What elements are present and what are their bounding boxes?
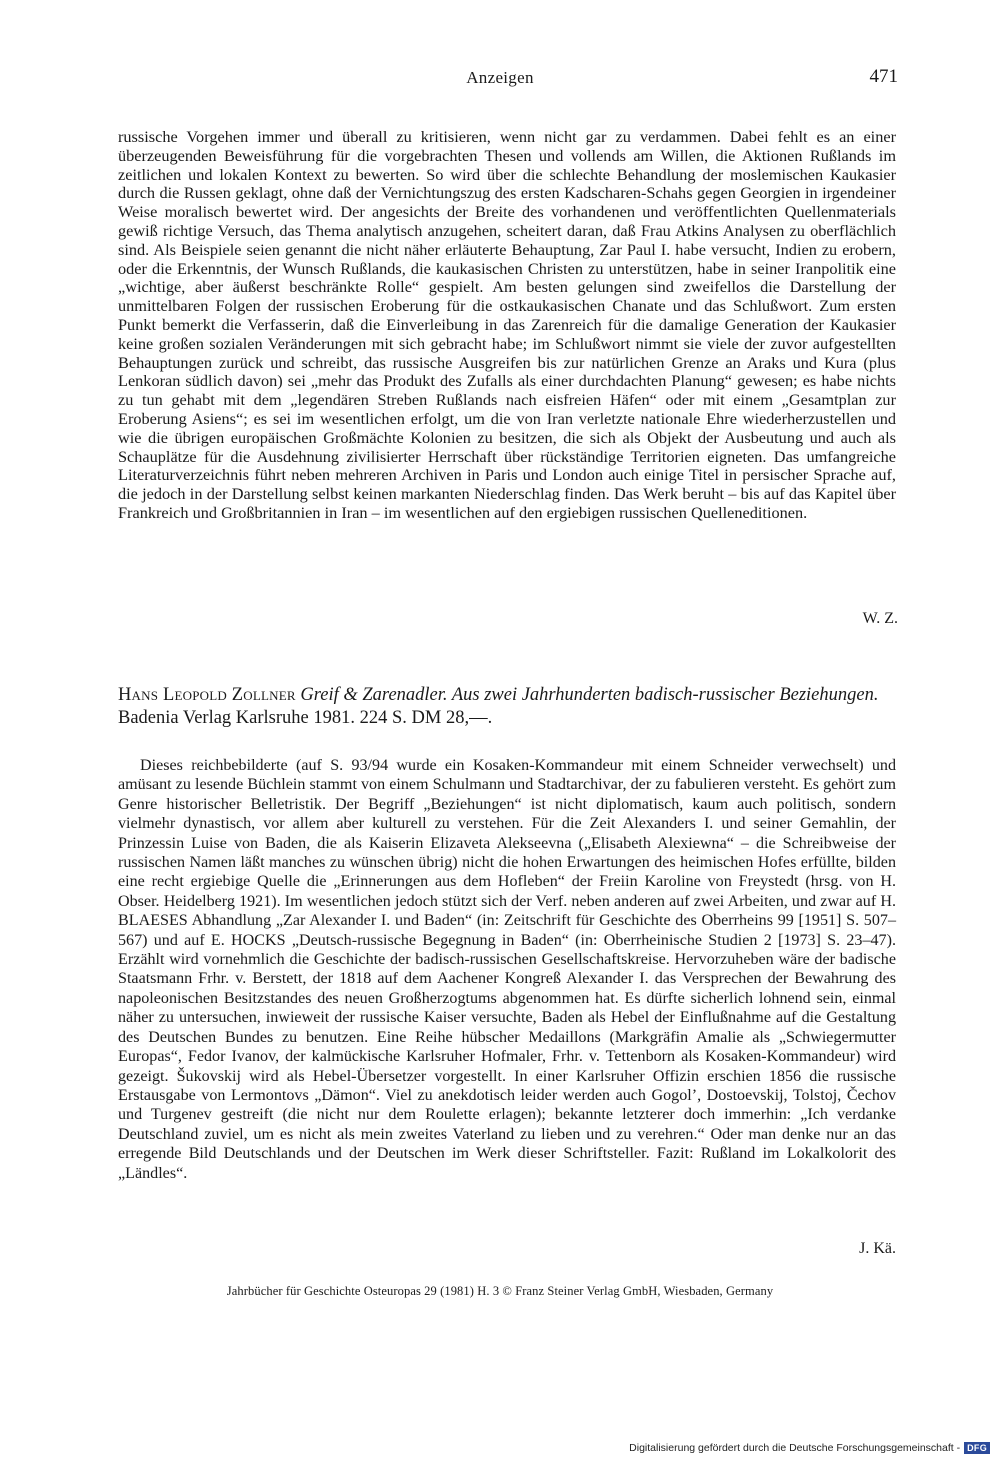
journal-citation: Jahrbücher für Geschichte Osteuropas 29 (1981) H. 3 © Franz Steiner Verlag GmbH, Wiesbaden, Germany [226,1284,774,1298]
review-2-signature: J. Kä. [859,1240,896,1257]
digitization-note: Digitalisierung gefördert durch die Deutsche Forschungsgemeinschaft - [629,1442,961,1454]
review-1-body: russische Vorgehen immer und überall zu kritisieren, wenn nicht gar zu verdammen. Dabei fehlt es an einer überzeugenden Beweisführung für die vorgebrachten Thesen und vollends am Willen, die Aktionen Rußlands im zeitlichen und lokalen Kontext zu bewerten. So wird über die schlechte Behandlung der moslemischen Kaukasier durch die Russen geklagt, ohne daß der Vernichtungszug des ersten Kadscharen-Schahs gegen Georgien in irgendeiner Weise moralisch bewertet wird. Der angesichts der Breite des vorhandenen und veröffentlichten Quellenmaterials gewiß richtige Versuch, das Thema analytisch anzugehen, scheitert daran, daß Frau Atkins Analysen zu oberflächlich sind. Als Beispiele seien genannt die nicht näher erläuterte Behauptung, Zar Paul I. habe versucht, Indien zu erobern, oder die Erkenntnis, der Wunsch Rußlands, die kaukasischen Christen zu unterstützen, habe in seiner Iranpolitik eine „wichtige, aber äußerst beschränkte Rolle“ gespielt. Am besten gelungen sind zweifellos die Darstellung der unmittelbaren Folgen der russischen Eroberung für die ostkaukasischen Chanate und das Schlußwort. Zum ersten Punkt bemerkt die Verfasserin, daß die Einverleibung in das Zarenreich für die damalige Generation der Kaukasier keine großen sozialen Veränderungen mit sich gebracht habe; im Schlußwort nimmt sie viele der zuvor aufgestellten Behauptungen zurück und schreibt, das russische Ausgreifen bis zur natürlichen Grenze an Araks und Kura (plus Lenkoran südlich davon) sei „mehr das Produkt des Zufalls als einer durchdachten Planung“ gewesen; es habe nichts zu tun gehabt mit dem „legendären Streben Rußlands nach eisfreien Häfen“ oder mit einem „Gesamtplan zur Eroberung Asiens“; es sei im wesentlichen erfolgt, um die von Iran verletzte nationale Ehre wiederherzustellen und wie die übrigen europäischen Großmächte Kolonien zu besitzen, die sich als Objekt der Ausbeutung und auch als Schauplätze für die Ausdehnung zivilisierter Herrschaft über rückständige Territorien eigneten. Das umfangreiche Literaturverzeichnis führt neben mehreren Archiven in Paris und London auch einige Titel in persischer Sprache auf, die jedoch in der Darstellung selbst keinen markanten Niederschlag finden. Das Werk beruht – bis auf das Kapitel über Frankreich und Großbritannien in Iran – im wesentlichen auf den ergiebigen russischen Quelleneditionen. [118,127,896,522]
review-1-signature: W. Z. [862,610,898,627]
review-2-title: Greif & Zarenadler. Aus zwei Jahrhunderten badisch-russischer Beziehungen. [300,685,879,705]
digitization-credit [629,1442,990,1454]
running-title: Anzeigen [466,68,534,87]
page-number: 471 [869,66,898,87]
review-2-publication: Badenia Verlag Karlsruhe 1981. 224 S. DM 28,—. [118,708,493,728]
dfg-logo-icon: DFG [964,1442,990,1454]
review-2-heading [118,684,908,730]
review-2-body: Dieses reichbebilderte (auf S. 93/94 wurde ein Kosaken-Kommandeur mit einem Schneider verwechselt) und amüsant zu lesende Büchlein stammt von einem Schulmann und Stadtarchivar, der zu fabulieren versteht. Es gehört zum Genre historischer Belletristik. Der Begriff „Beziehungen“ ist nicht diplomatisch, kaum auch politisch, sondern vielmehr dynastisch, vor allem aber kulturell zu verstehen. Für die Zeit Alexanders I. und seiner Gemahlin, der Prinzessin Luise von Baden, die als Kaiserin Elizaveta Alekseevna („Elisabeth Alexiewna“ – die Schreibweise der russischen Namen läßt manches zu wünschen übrig) nicht die hohen Erwartungen des heimischen Hofes erfüllte, bilden eine recht ergiebige Quelle die „Erinnerungen aus dem Hofleben“ der Freiin Karoline von Freystedt (hrsg. von H. Obser. Heidelberg 1921). Im wesentlichen jedoch stützt sich der Verf. neben anderen auf zwei Arbeiten, und zwar auf H. BLAESES Abhandlung „Zar Alexander I. und Baden“ (in: Zeitschrift für Geschichte des Oberrheins 99 [1951] S. 507–567) und auf E. HOCKS „Deutsch-russische Begegnung in Baden“ (in: Oberrheinische Studien 2 [1973] S. 23–47). Erzählt wird vornehmlich die Geschichte der badisch-russischen Gesellschaftskreise. Hervorzuheben wäre der badische Staatsmann Frhr. v. Berstett, der 1818 auf dem Aachener Kongreß Alexander I. das Versprechen der Bewahrung des napoleonischen Besitzstandes des neuen Großherzogtums abgenommen hat. Es dürfte sicherlich lohnend sein, einmal näher zu untersuchen, inwieweit der russische Kaiser versuchte, Baden als Hebel der Einflußnahme auf die Gestaltung des Deutschen Bundes zu benutzen. Eine Reihe hübscher Medaillons (Markgräfin Amalie als „Schwiegermutter Europas“, Fedor Ivanov, der kalmückische Karlsruher Hofmaler, Frhr. v. Tettenborn als Kosaken-Kommandeur) wird gezeigt. Šukovskij wird als Hebel-Übersetzer vorgestellt. In einer Karlsruher Offizin erschien 1856 die russische Erstausgabe von Lermontovs „Dämon“. Viel zu anekdotisch leider werden auch Gogol’, Dostoevskij, Tolstoj, Čechov und Turgenev gestreift (die nicht nur dem Roulette erlagen); bekannte letzterer doch immerhin: „Ich verdanke Deutschland zuviel, um es nicht als mein zweites Vaterland zu lieben und zu verehren.“ Oder man denke nur an das erregende Bild Deutschlands und der Deutschen im Werk dieser Schriftsteller. Fazit: Rußland im Lokalkolorit des „Ländles“. [118,757,896,1182]
review-2-author: Hans Leopold Zollner [118,685,296,705]
